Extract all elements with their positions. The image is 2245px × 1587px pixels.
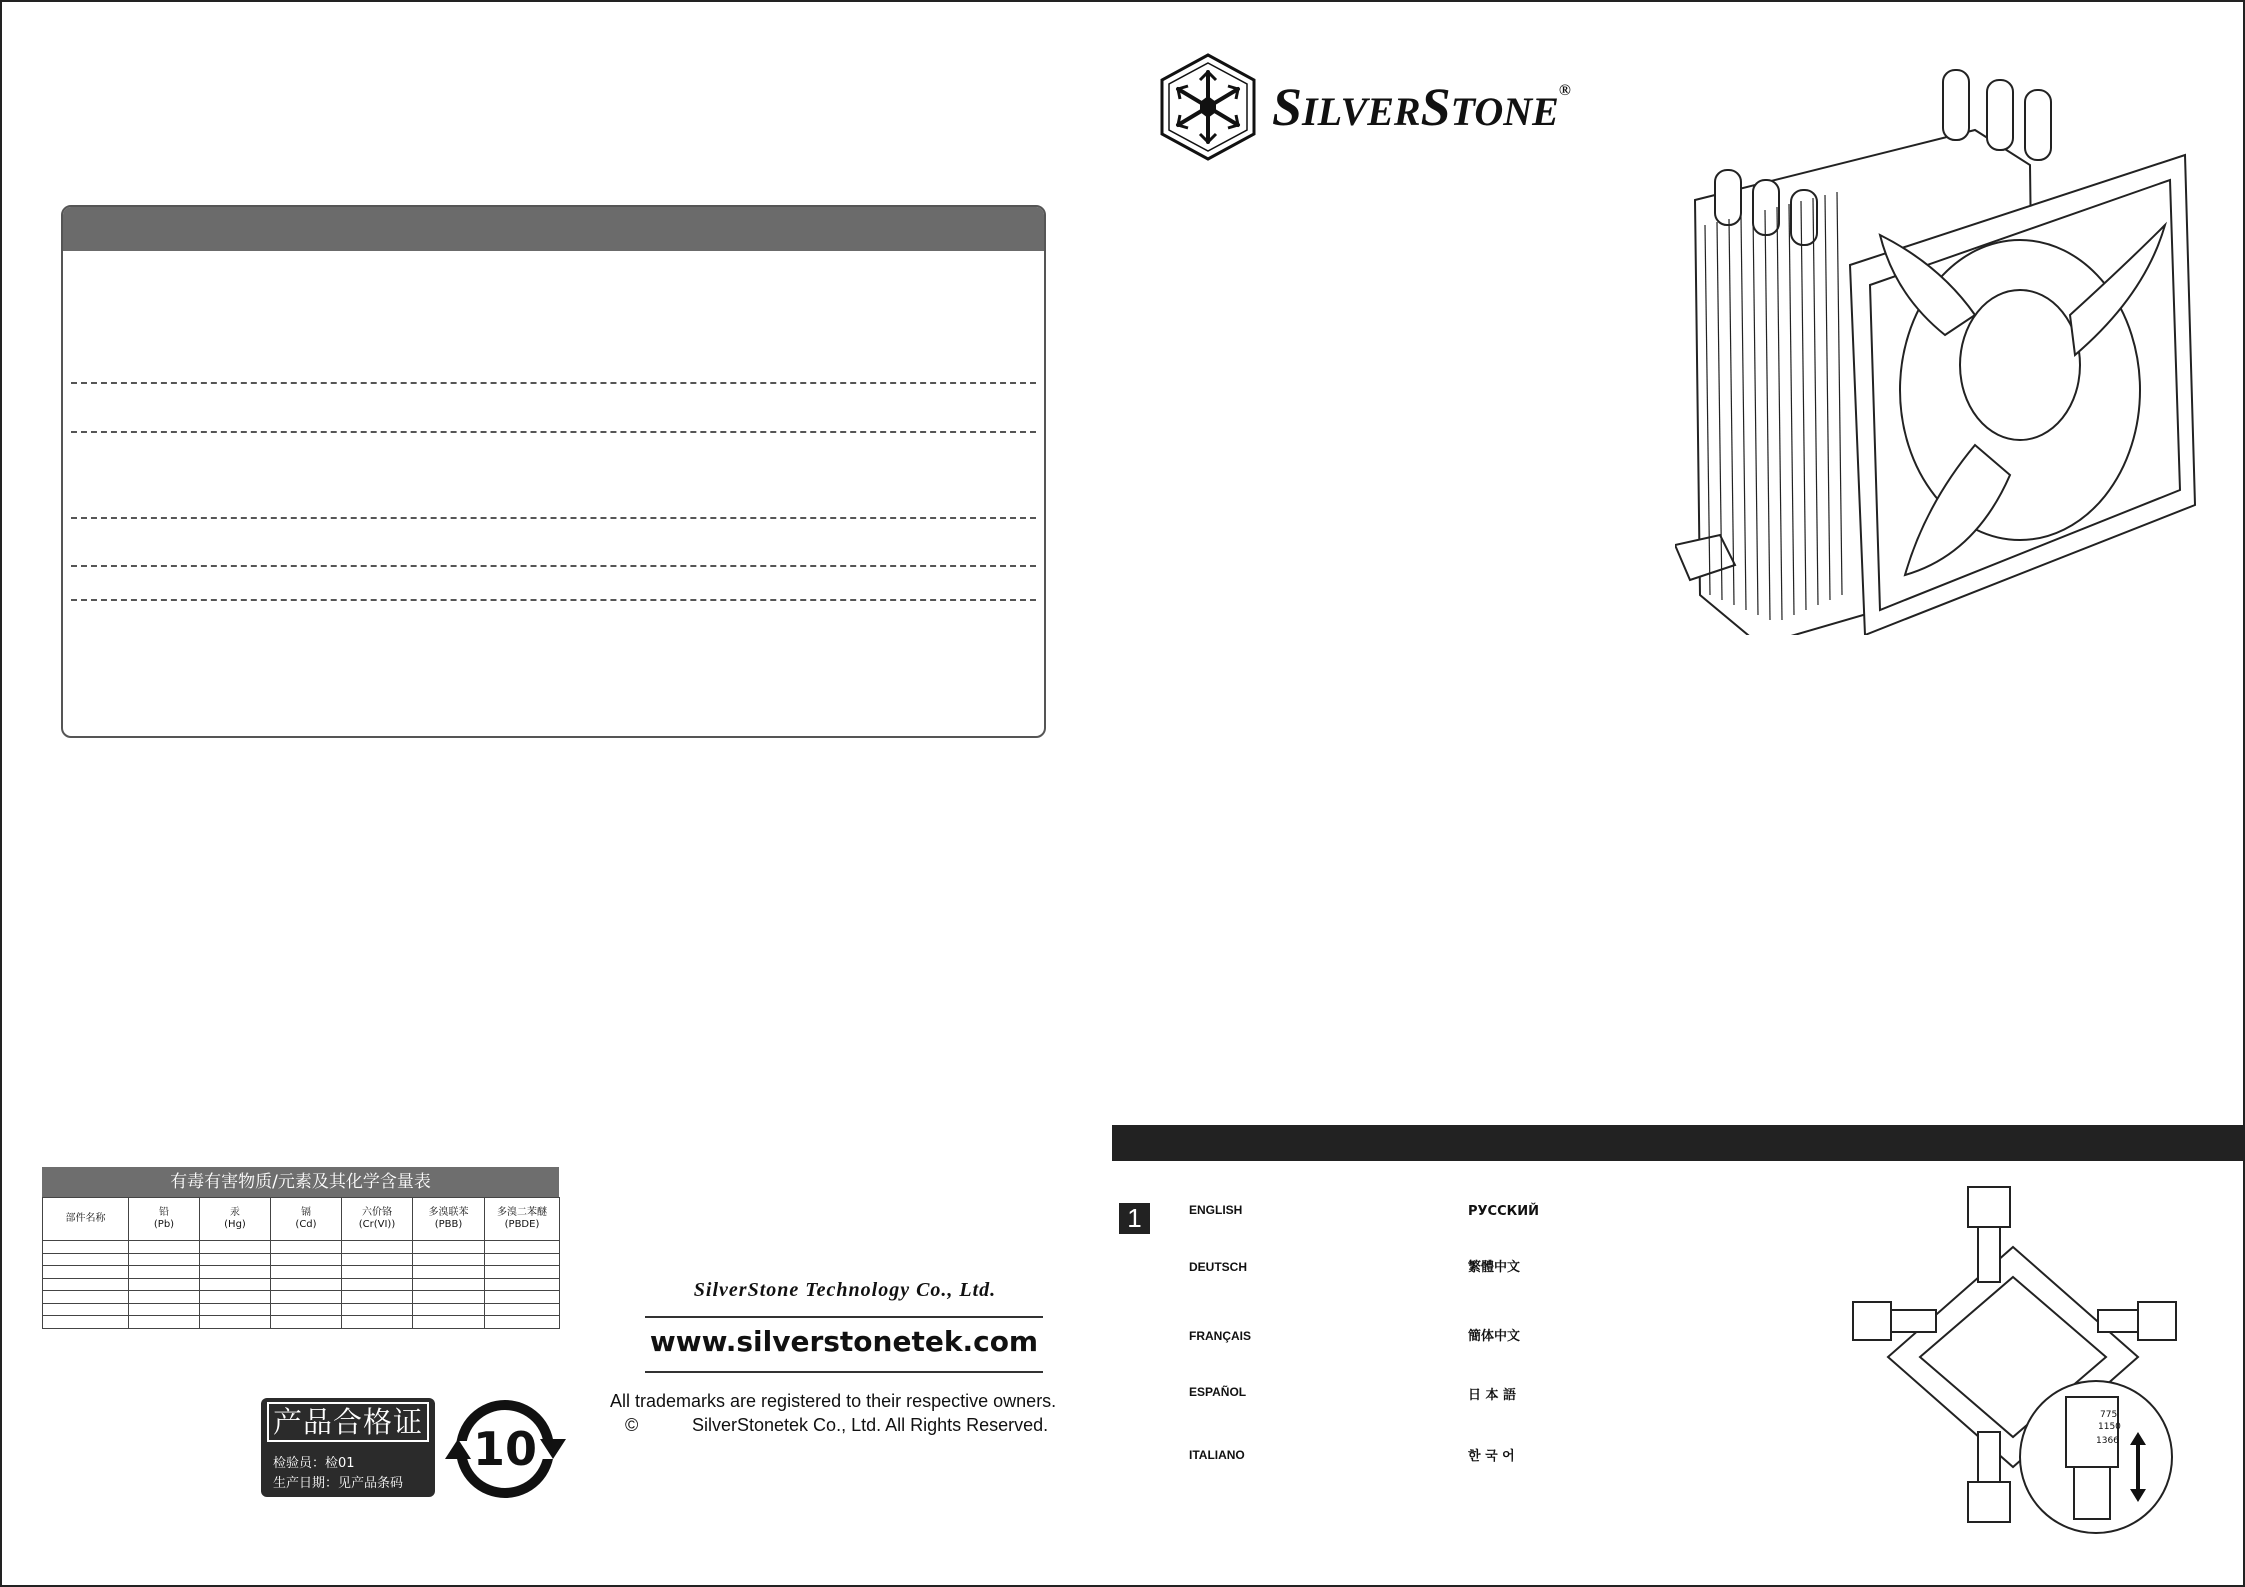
- lang-traditional-chinese: 繁體中文: [1468, 1260, 1521, 1275]
- hazardous-substances-table: [42, 1167, 559, 1329]
- table-row: [43, 1278, 560, 1291]
- dashed-divider: [71, 599, 1036, 601]
- header-pbb: 多溴联苯 (PBB): [413, 1198, 485, 1241]
- website-link[interactable]: www.silverstonetek.com: [649, 1325, 1039, 1358]
- dashed-divider: [71, 382, 1036, 384]
- detail-label-bottom: 1366: [2096, 1436, 2119, 1446]
- table-row: [43, 1316, 560, 1329]
- product-certificate: [261, 1398, 435, 1497]
- lang-italiano: ITALIANO: [1189, 1448, 1245, 1462]
- lang-japanese: 日 本 語: [1468, 1388, 1517, 1403]
- dashed-divider: [71, 565, 1036, 567]
- header-chromium: 六价铬 (Cr(VI)): [342, 1198, 413, 1241]
- brand-wordmark: SILVERSTONE®: [1272, 77, 1571, 137]
- step-number: 1: [1119, 1203, 1150, 1234]
- header-mercury: 汞 (Hg): [200, 1198, 271, 1241]
- detail-label-top: 775: [2100, 1410, 2118, 1420]
- copyright-symbol: ©: [625, 1415, 639, 1435]
- table-row: [43, 1291, 560, 1304]
- lang-simplified-chinese: 簡体中文: [1468, 1329, 1521, 1344]
- certificate-production-date: 生产日期：见产品条码: [273, 1476, 404, 1491]
- certificate-title: 产品合格证: [267, 1402, 429, 1442]
- table-row: [43, 1241, 560, 1254]
- specification-box: [61, 205, 1046, 738]
- table-row: [43, 1266, 560, 1279]
- dashed-divider: [71, 517, 1036, 519]
- header-lead: 铅 (Pb): [129, 1198, 200, 1241]
- table-title: 有毒有害物质/元素及其化学含量表: [42, 1167, 559, 1197]
- snowflake-logo-icon: [1158, 52, 1258, 162]
- header-cadmium: 镉 (Cd): [271, 1198, 342, 1241]
- divider-line: [645, 1371, 1043, 1373]
- epup-10-year-icon: [443, 1393, 568, 1505]
- lang-espanol: ESPAÑOL: [1189, 1385, 1247, 1399]
- dashed-divider: [71, 431, 1036, 433]
- detail-label-mid: 1150: [2098, 1422, 2121, 1432]
- divider-line: [645, 1316, 1043, 1318]
- certificate-inspector: 检验员：检01: [273, 1456, 355, 1471]
- table-row: [43, 1253, 560, 1266]
- lang-francais: FRANÇAIS: [1189, 1329, 1251, 1343]
- trademark-notice: All trademarks are registered to their respective owners.: [610, 1391, 1057, 1411]
- copyright-notice: SilverStonetek Co., Ltd. All Rights Reserved.: [692, 1415, 1049, 1435]
- company-name: SilverStone Technology Co., Ltd.: [693, 1279, 997, 1301]
- epup-years: 10: [472, 1422, 538, 1476]
- header-part-name: 部件名称: [43, 1198, 129, 1241]
- slider-detail-callout: [2018, 1377, 2174, 1537]
- lang-english: ENGLISH: [1189, 1203, 1243, 1217]
- cpu-cooler-illustration: [1675, 35, 2220, 635]
- lang-korean: 한 국 어: [1468, 1449, 1515, 1464]
- lang-deutsch: DEUTSCH: [1189, 1260, 1248, 1274]
- header-pbde: 多溴二苯醚 (PBDE): [485, 1198, 560, 1241]
- substances-grid: [42, 1197, 560, 1329]
- specification-header-bar: [63, 207, 1044, 251]
- lang-russian: РУССКИЙ: [1468, 1204, 1540, 1219]
- table-row: [43, 1303, 560, 1316]
- installation-header-bar: [1112, 1125, 2245, 1161]
